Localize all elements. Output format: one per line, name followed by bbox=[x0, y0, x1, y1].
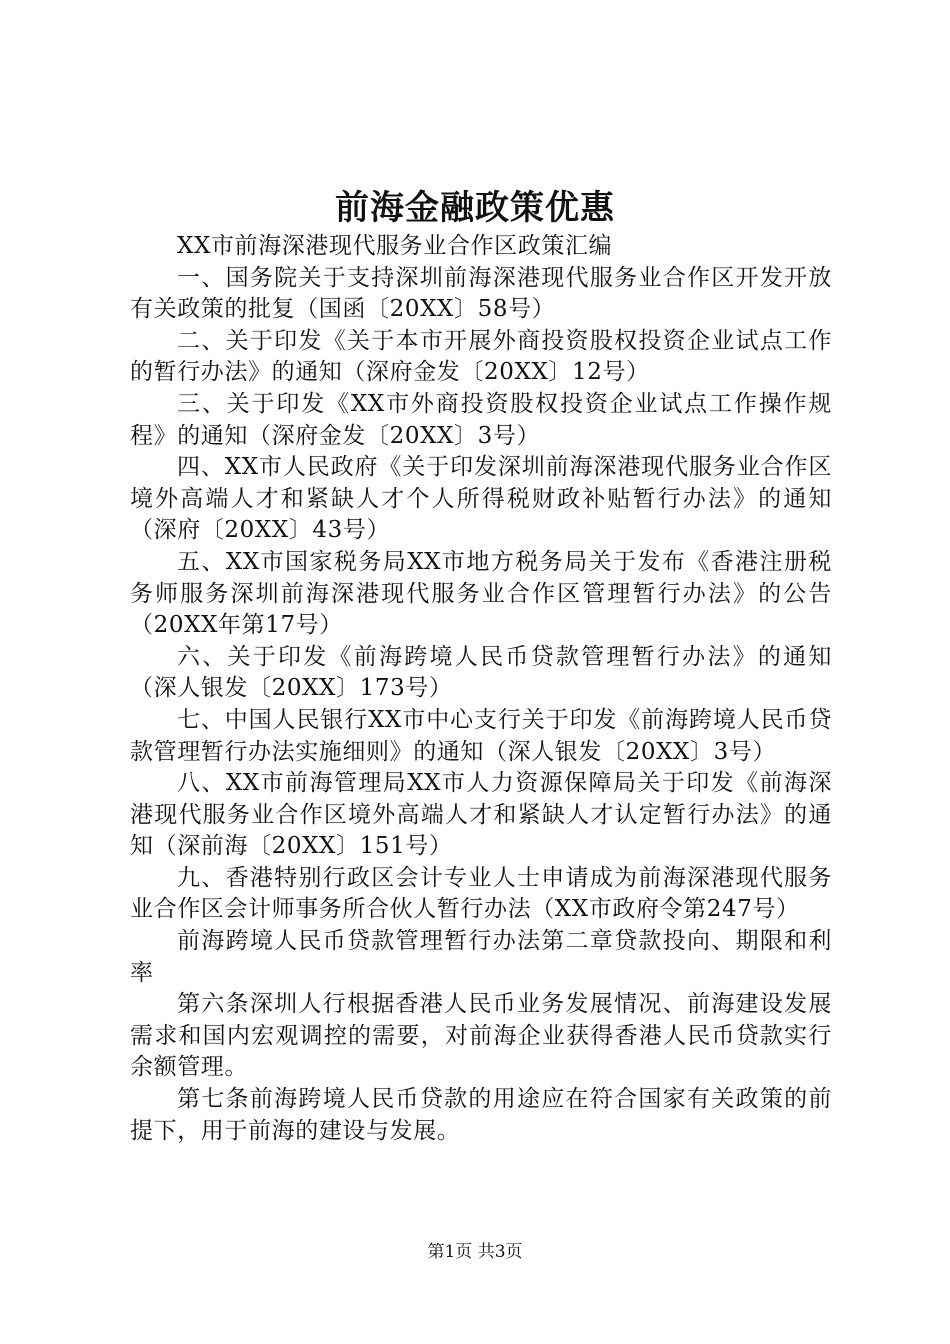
page-indicator: 第1页 共3页 bbox=[427, 1242, 523, 1262]
document-title: 前海金融政策优惠 bbox=[335, 188, 615, 228]
paragraph-item-7: 七、中国人民银行XX市中心支行关于印发《前海跨境人民币贷款管理暂行办法实施细则》的通知（深人银发〔20XX〕3号） bbox=[130, 706, 832, 765]
paragraph-article-6: 第六条深圳人行根据香港人民币业务发展情况、前海建设发展需求和国内宏观调控的需要，对前海企业获得香港人民币贷款实行余额管理。 bbox=[130, 991, 832, 1081]
paragraph-item-2: 二、关于印发《关于本市开展外商投资股权投资企业试点工作的暂行办法》的通知（深府金发〔20XX〕12号） bbox=[130, 327, 832, 386]
paragraph-item-1: 一、国务院关于支持深圳前海深港现代服务业合作区开发开放有关政策的批复（国函〔20XX〕58号） bbox=[130, 264, 832, 323]
paragraph-item-8: 八、XX市前海管理局XX市人力资源保障局关于印发《前海深港现代服务业合作区境外高端人才和紧缺人才认定暂行办法》的通知（深前海〔20XX〕151号） bbox=[130, 770, 832, 860]
document-body bbox=[130, 231, 832, 1147]
paragraph-item-6: 六、关于印发《前海跨境人民币贷款管理暂行办法》的通知（深人银发〔20XX〕173号） bbox=[130, 643, 832, 702]
paragraph-chapter-heading: 前海跨境人民币贷款管理暂行办法第二章贷款投向、期限和利率 bbox=[130, 928, 832, 986]
paragraph-heading: XX市前海深港现代服务业合作区政策汇编 bbox=[177, 233, 613, 259]
paragraph-item-4: 四、XX市人民政府《关于印发深圳前海深港现代服务业合作区境外高端人才和紧缺人才个人所得税财政补贴暂行办法》的通知（深府〔20XX〕43号） bbox=[130, 454, 832, 544]
paragraph-item-5: 五、XX市国家税务局XX市地方税务局关于发布《香港注册税务师服务深圳前海深港现代服务业合作区管理暂行办法》的公告（20XX年第17号） bbox=[130, 548, 832, 639]
paragraph-item-9: 九、香港特别行政区会计专业人士申请成为前海深港现代服务业合作区会计师事务所合伙人暂行办法（XX市政府令第247号） bbox=[130, 864, 832, 923]
paragraph-article-7: 第七条前海跨境人民币贷款的用途应在符合国家有关政策的前提下，用于前海的建设与发展。 bbox=[130, 1086, 832, 1144]
paragraph-item-3: 三、关于印发《XX市外商投资股权投资企业试点工作操作规程》的通知（深府金发〔20XX〕3号） bbox=[130, 390, 832, 449]
